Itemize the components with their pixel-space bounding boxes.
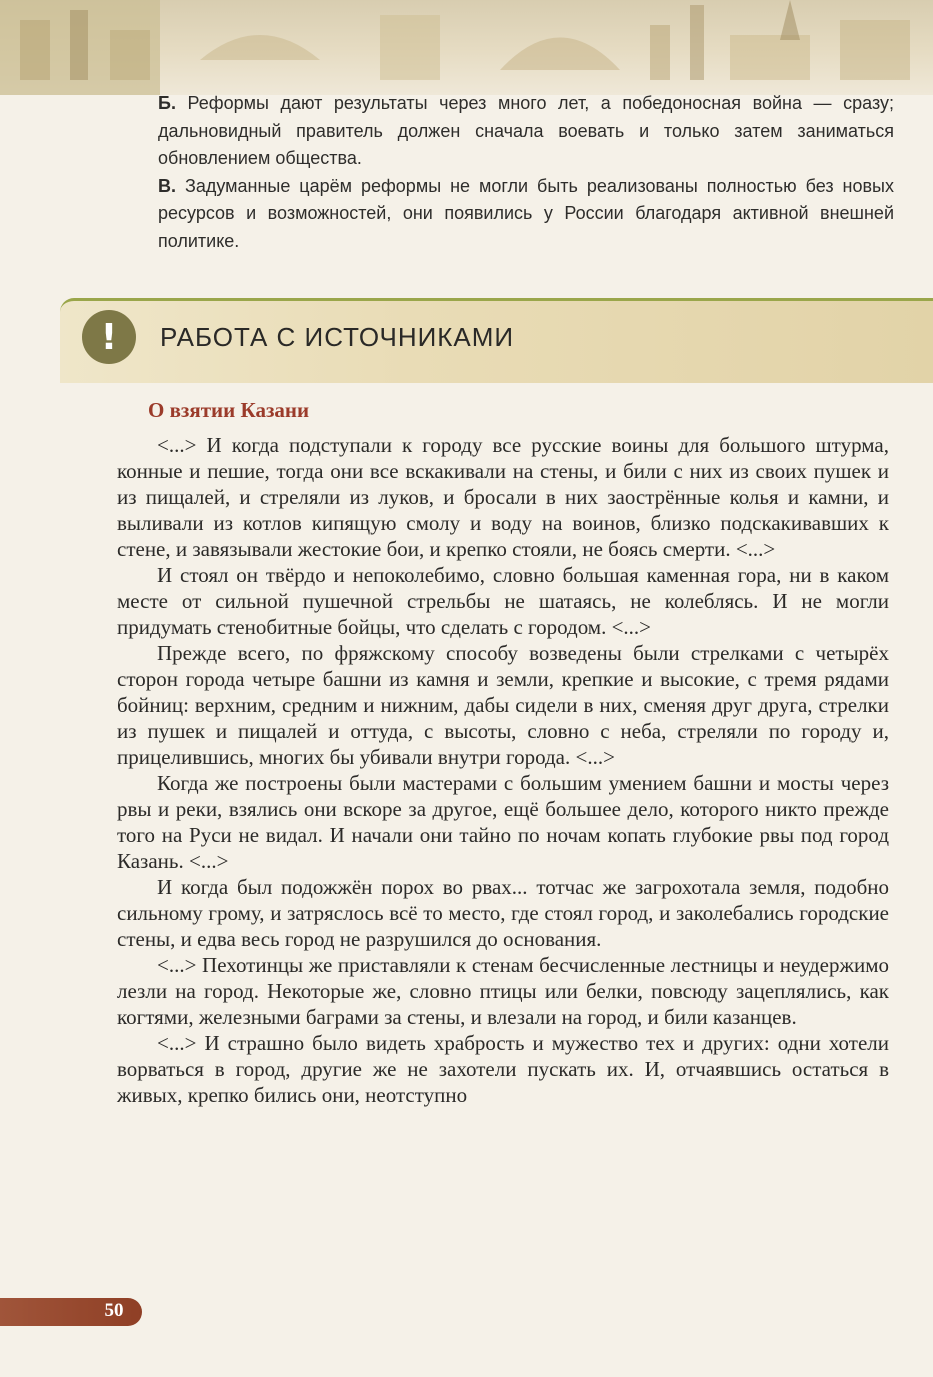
document-title: О взятии Казани (148, 398, 310, 422)
option-b (158, 90, 894, 173)
paragraph: Прежде всего, по фряжскому способу возведены были стрелками с четырёх сторон города четыре башни из камня и земли, крепкие и высокие, с тремя рядами бойниц: верхним, средним и нижним, дабы сидели в них, сменяя друг друга, стрелки из пушек и пищалей и оттуда, с высоты, словно с неба, стреляли по городу и, прицелившись, многих бы убивали внутри города. <...> (117, 641, 889, 769)
exclamation-icon: ! (82, 310, 136, 364)
paragraph: <...> И когда подступали к городу все русские воины для большого штурма, конные и пешие, тогда они все вскакивали на стены, и били с них из своих пушек и из пищалей, и стреляли из луков, и бросали в них заострённые колья и камни, и выливали из котлов кипящую смолу и воду на воинов, близко подскакивавших к стене, и завязывали жестокие бои, и крепко стояли, не боясь смерти. <...> (117, 433, 889, 561)
city-panorama-illustration (0, 0, 933, 95)
option-letter: Б. (158, 93, 176, 113)
section-title: РАБОТА С ИСТОЧНИКАМИ (160, 322, 515, 352)
decorative-header-image (0, 0, 933, 95)
paragraph: <...> Пехотинцы же приставляли к стенам бесчисленные лестницы и неудержимо лезли на город. Некоторые же, словно птицы или белки, повсюду зацеплялись, как когтями, железными баграми за стены, и влезали на город, и били казанцев. (117, 953, 889, 1029)
option-v (158, 173, 894, 256)
page-number: 50 (104, 1300, 124, 1321)
option-letter: В. (158, 175, 176, 196)
paragraph: И когда был подожжён порох во рвах... тотчас же загрохотала земля, подобно сильному грому, и затряслось всё то место, где стоял город, и заколебались городские стены, и едва весь город не разрушился до основания. (117, 875, 889, 951)
document-body (117, 432, 889, 1108)
paragraph: И стоял он твёрдо и непоколебимо, словно большая каменная гора, ни в каком месте от сильной пушечной стрельбы не шатаясь, не колеблясь. И не могли придумать стенобитные бойцы, что сделать с городом. <...> (117, 563, 889, 639)
paragraph: Когда же построены были мастерами с большим умением башни и мосты через рвы и реки, взялись они вскоре за другое, ещё большее дело, которого никто прежде того на Руси не видал. И начали они тайно по ночам копать глубокие рвы под город Казань. <...> (117, 771, 889, 873)
option-text: Задуманные царём реформы не могли быть реализованы полностью без новых ресурсов и возможностей, они появились у России благодаря активной внешней политике. (158, 175, 894, 251)
intro-options (158, 90, 894, 255)
option-text: Реформы дают результаты через много лет, а победоносная война — сразу; дальновидный правитель должен сначала воевать и только затем заниматься обновлением общества. (158, 93, 894, 168)
paragraph: <...> И страшно было видеть храбрость и мужество тех и других: одни хотели ворваться в город, другие же не захотели пускать их. И, отчаявшись остаться в живых, крепко бились они, неотступно (117, 1031, 889, 1107)
